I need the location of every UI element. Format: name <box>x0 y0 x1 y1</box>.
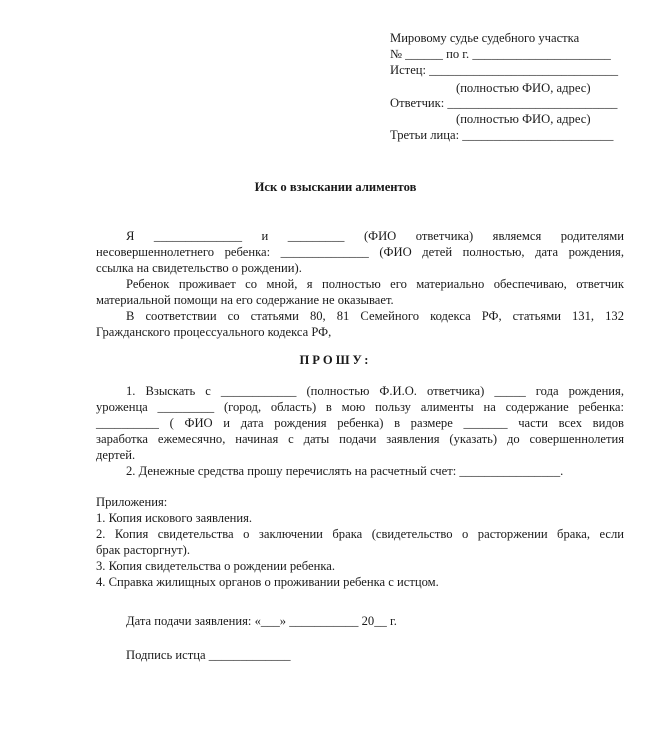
attachment-2-line-2: брак расторгнут). <box>96 543 191 557</box>
request-1-line-2: уроженца _________ (город, область) в мою пользу алименты на содержание ребенка: <box>96 400 624 414</box>
court-number-line: № ______ по г. ______________________ <box>390 47 611 61</box>
request-heading: ПРОШУ: <box>299 353 372 367</box>
paragraph-3-line-2: Гражданского процессуального кодекса РФ, <box>96 325 332 339</box>
request-1-line-3: __________ ( ФИО и дата рождения ребенка) в размере _______ части всех видов <box>96 416 624 430</box>
attachment-3: 3. Копия свидетельства о рождении ребенка. <box>96 559 336 573</box>
defendant-hint: (полностью ФИО, адрес) <box>456 112 591 126</box>
paragraph-2-line-2: материальной помощи на его содержание не оказывает. <box>96 293 394 307</box>
paragraph-1-line-1: Я ______________ и _________ (ФИО ответчика) являемся родителями <box>126 229 624 243</box>
request-2: 2. Денежные средства прошу перечислять на расчетный счет: ________________. <box>126 464 564 478</box>
addressee-line: Мировому судье судебного участка <box>390 31 580 45</box>
document-title: Иск о взыскании алиментов <box>254 180 417 194</box>
request-1-line-1: 1. Взыскать с ____________ (полностью Ф.И.О. ответчика) _____ года рождения, <box>126 384 624 398</box>
plaintiff-line: Истец: ______________________________ <box>390 63 619 77</box>
paragraph-2-line-1: Ребенок проживает со мной, я полностью его материально обеспечиваю, ответчик <box>126 277 624 291</box>
request-1-line-4: заработка ежемесячно, начиная с даты подачи заявления (указать) до совершеннолетия <box>96 432 624 446</box>
signature-line: Подпись истца _____________ <box>126 648 291 662</box>
attachment-2-line-1: 2. Копия свидетельства о заключении брака (свидетельство о расторжении брака, если <box>96 527 624 541</box>
paragraph-3-line-1: В соответствии со статьями 80, 81 Семейного кодекса РФ, статьями 131, 132 <box>126 309 624 323</box>
third-parties-line: Третьи лица: ________________________ <box>390 128 614 142</box>
plaintiff-hint: (полностью ФИО, адрес) <box>456 81 591 95</box>
defendant-line: Ответчик: ___________________________ <box>390 96 618 110</box>
request-1-line-5: дертей. <box>96 448 136 462</box>
attachment-1: 1. Копия искового заявления. <box>96 511 253 525</box>
filing-date-line: Дата подачи заявления: «___» ___________ 20__ г. <box>126 614 397 628</box>
paragraph-1-line-3: ссылка на свидетельство о рождении). <box>96 261 302 275</box>
paragraph-1-line-2: несовершеннолетнего ребенка: ______________ (ФИО детей полностью, дата рождения, <box>96 245 624 259</box>
attachment-4: 4. Справка жилищных органов о проживании ребенка с истцом. <box>96 575 439 589</box>
attachments-heading: Приложения: <box>96 495 168 509</box>
